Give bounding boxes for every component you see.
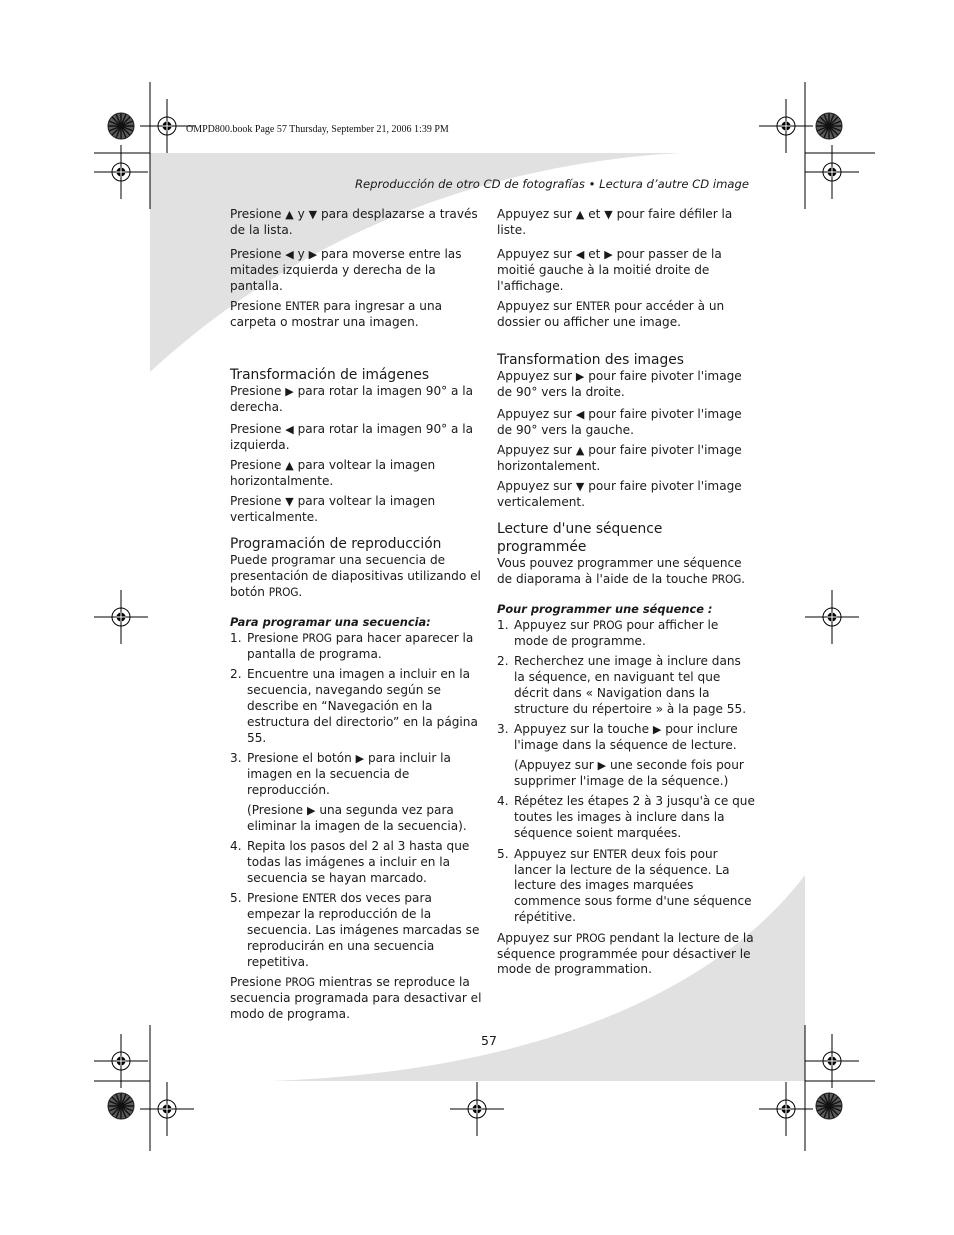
- paragraph: Presione ▶ para rotar la imagen 90° a la derecha.: [230, 383, 474, 414]
- list-item: 1. Appuyez sur PROG pour afficher le mode de programme.: [497, 617, 719, 648]
- list-item: 2. Encuentre una imagen a incluir en la secuencia, navegando según se describe en “Navegación en la estructura del directorio” en la página 55.: [230, 667, 478, 745]
- column-spanish: [230, 207, 488, 1028]
- list-item: 2. Recherchez une image à inclure dans la séquence, en naviguant tel que décrit dans « Navigation dans la structure du répertoire » à la page 55.: [497, 654, 747, 716]
- paragraph: Presione PROG mientras se reproduce la secuencia programada para desactivar el modo de programa.: [230, 975, 482, 1022]
- right-arrow-icon: ▶: [575, 369, 585, 383]
- down-arrow-icon: ▼: [308, 208, 318, 221]
- up-arrow-icon: ▲: [575, 208, 585, 221]
- down-arrow-icon: ▼: [575, 480, 585, 494]
- enter-key-label: ENTER: [302, 891, 337, 906]
- down-arrow-icon: ▼: [604, 208, 613, 221]
- paragraph: Presione ◀ y ▶ para moverse entre las mitades izquierda y derecha de la pantalla.: [230, 246, 462, 293]
- up-arrow-icon: ▲: [575, 443, 585, 457]
- steps-list: [497, 618, 755, 926]
- step-note: (Appuyez sur ▶ une seconde fois pour supprimer l'image de la séquence.): [514, 758, 744, 788]
- prog-key-label: PROG: [302, 630, 332, 645]
- left-arrow-icon: ◀: [285, 247, 294, 261]
- procedure-heading: Pour programmer une séquence :: [497, 601, 713, 616]
- right-arrow-icon: ▶: [652, 723, 662, 737]
- prog-key-label: PROG: [575, 930, 606, 945]
- paragraph: Presione ▲ y ▼ para desplazarse a través de la lista.: [230, 207, 478, 237]
- paragraph: Appuyez sur ▲ et ▼ pour faire défiler la liste.: [497, 207, 733, 237]
- section-heading: Transformación de imágenes: [230, 366, 430, 383]
- section-heading: Programación de reproducción: [230, 536, 442, 553]
- page-number: 57: [481, 1033, 497, 1048]
- list-item: 5. Appuyez sur ENTER deux fois pour lancer la lecture de la séquence. La lecture des images marquées commence sous forme d'une séquence répétitive.: [497, 846, 752, 925]
- right-arrow-icon: ▶: [355, 752, 365, 766]
- left-arrow-icon: ◀: [285, 422, 294, 436]
- prog-key-label: PROG: [285, 975, 315, 990]
- section-heading: Lecture d'une séquence programmée: [497, 521, 663, 556]
- right-arrow-icon: ▶: [597, 759, 607, 773]
- right-arrow-icon: ▶: [306, 803, 316, 817]
- steps-list: [230, 631, 488, 971]
- paragraph: Puede programar una secuencia de presentación de diapositivas utilizando el botón PROG.: [230, 553, 481, 599]
- up-arrow-icon: ▲: [285, 458, 294, 472]
- prog-key-label: PROG: [592, 617, 623, 632]
- list-item: 1. Presione PROG para hacer aparecer la pantalla de programa.: [230, 630, 474, 661]
- list-item: 5. Presione ENTER dos veces para empezar la reproducción de la secuencia. Las imágenes marcadas se reproducirán en una secuencia repetitiva.: [230, 891, 480, 969]
- prog-key-label: PROG: [711, 572, 742, 586]
- right-arrow-icon: ▶: [285, 384, 294, 398]
- paragraph: Appuyez sur ▶ pour faire pivoter l'image de 90° vers la droite.: [497, 368, 742, 399]
- column-french: [497, 207, 755, 983]
- down-arrow-icon: ▼: [285, 495, 294, 509]
- paragraph: Appuyez sur PROG pendant la lecture de la séquence programmée pour désactiver le mode de programmation.: [497, 930, 754, 977]
- procedure-heading: Para programar una secuencia:: [230, 614, 431, 629]
- paragraph: Appuyez sur ▼ pour faire pivoter l'image verticalement.: [497, 479, 742, 510]
- step-note: (Presione ▶ una segunda vez para eliminar la imagen de la secuencia).: [247, 802, 467, 833]
- left-arrow-icon: ◀: [575, 247, 585, 261]
- paragraph: Presione ENTER para ingresar a una carpeta o mostrar una imagen.: [230, 299, 443, 329]
- paragraph: Presione ▼ para voltear la imagen verticalmente.: [230, 494, 436, 525]
- paragraph: Appuyez sur ENTER pour accéder à un dossier ou afficher une image.: [497, 299, 725, 329]
- list-item: 3. Appuyez sur la touche ▶ pour inclure l'image dans la séquence de lecture. (Appuyez sur ▶ une seconde fois pour supprimer l'image de la séquence.): [497, 722, 755, 790]
- paragraph: Appuyez sur ◀ pour faire pivoter l'image de 90° vers la gauche.: [497, 406, 742, 437]
- up-arrow-icon: ▲: [285, 208, 294, 221]
- print-slug: OMPD800.book Page 57 Thursday, September 21, 2006 1:39 PM: [186, 124, 449, 135]
- list-item: 4. Repita los pasos del 2 al 3 hasta que todas las imágenes a incluir en la secuencia se hayan marcado.: [230, 839, 470, 885]
- paragraph: Appuyez sur ◀ et ▶ pour passer de la moitié gauche à la moitié droite de l'affichage.: [497, 246, 722, 293]
- enter-key-label: ENTER: [285, 299, 320, 314]
- right-arrow-icon: ▶: [604, 247, 613, 261]
- section-heading: Transformation des images: [497, 351, 684, 368]
- left-arrow-icon: ◀: [575, 407, 585, 421]
- enter-key-label: ENTER: [592, 846, 628, 861]
- running-head: Reproducción de otro CD de fotografías • Lectura d’autre CD image: [354, 177, 749, 191]
- paragraph: Presione ▲ para voltear la imagen horizontalmente.: [230, 457, 436, 488]
- paragraph: Presione ◀ para rotar la imagen 90° a la izquierda.: [230, 421, 474, 452]
- paragraph: Vous pouvez programmer une séquence de diaporama à l'aide de la touche PROG.: [497, 556, 745, 586]
- prog-key-label: PROG: [268, 584, 299, 599]
- list-item: 3. Presione el botón ▶ para incluir la imagen en la secuencia de reproducción. (Presione ▶ una segunda vez para eliminar la imagen de la secuencia).: [230, 751, 488, 835]
- enter-key-label: ENTER: [575, 299, 611, 314]
- list-item: 4. Répétez les étapes 2 à 3 jusqu'à ce que toutes les images à inclure dans la séquence soient marquées.: [497, 794, 755, 841]
- paragraph: Appuyez sur ▲ pour faire pivoter l'image horizontalement.: [497, 442, 742, 473]
- right-arrow-icon: ▶: [308, 247, 318, 261]
